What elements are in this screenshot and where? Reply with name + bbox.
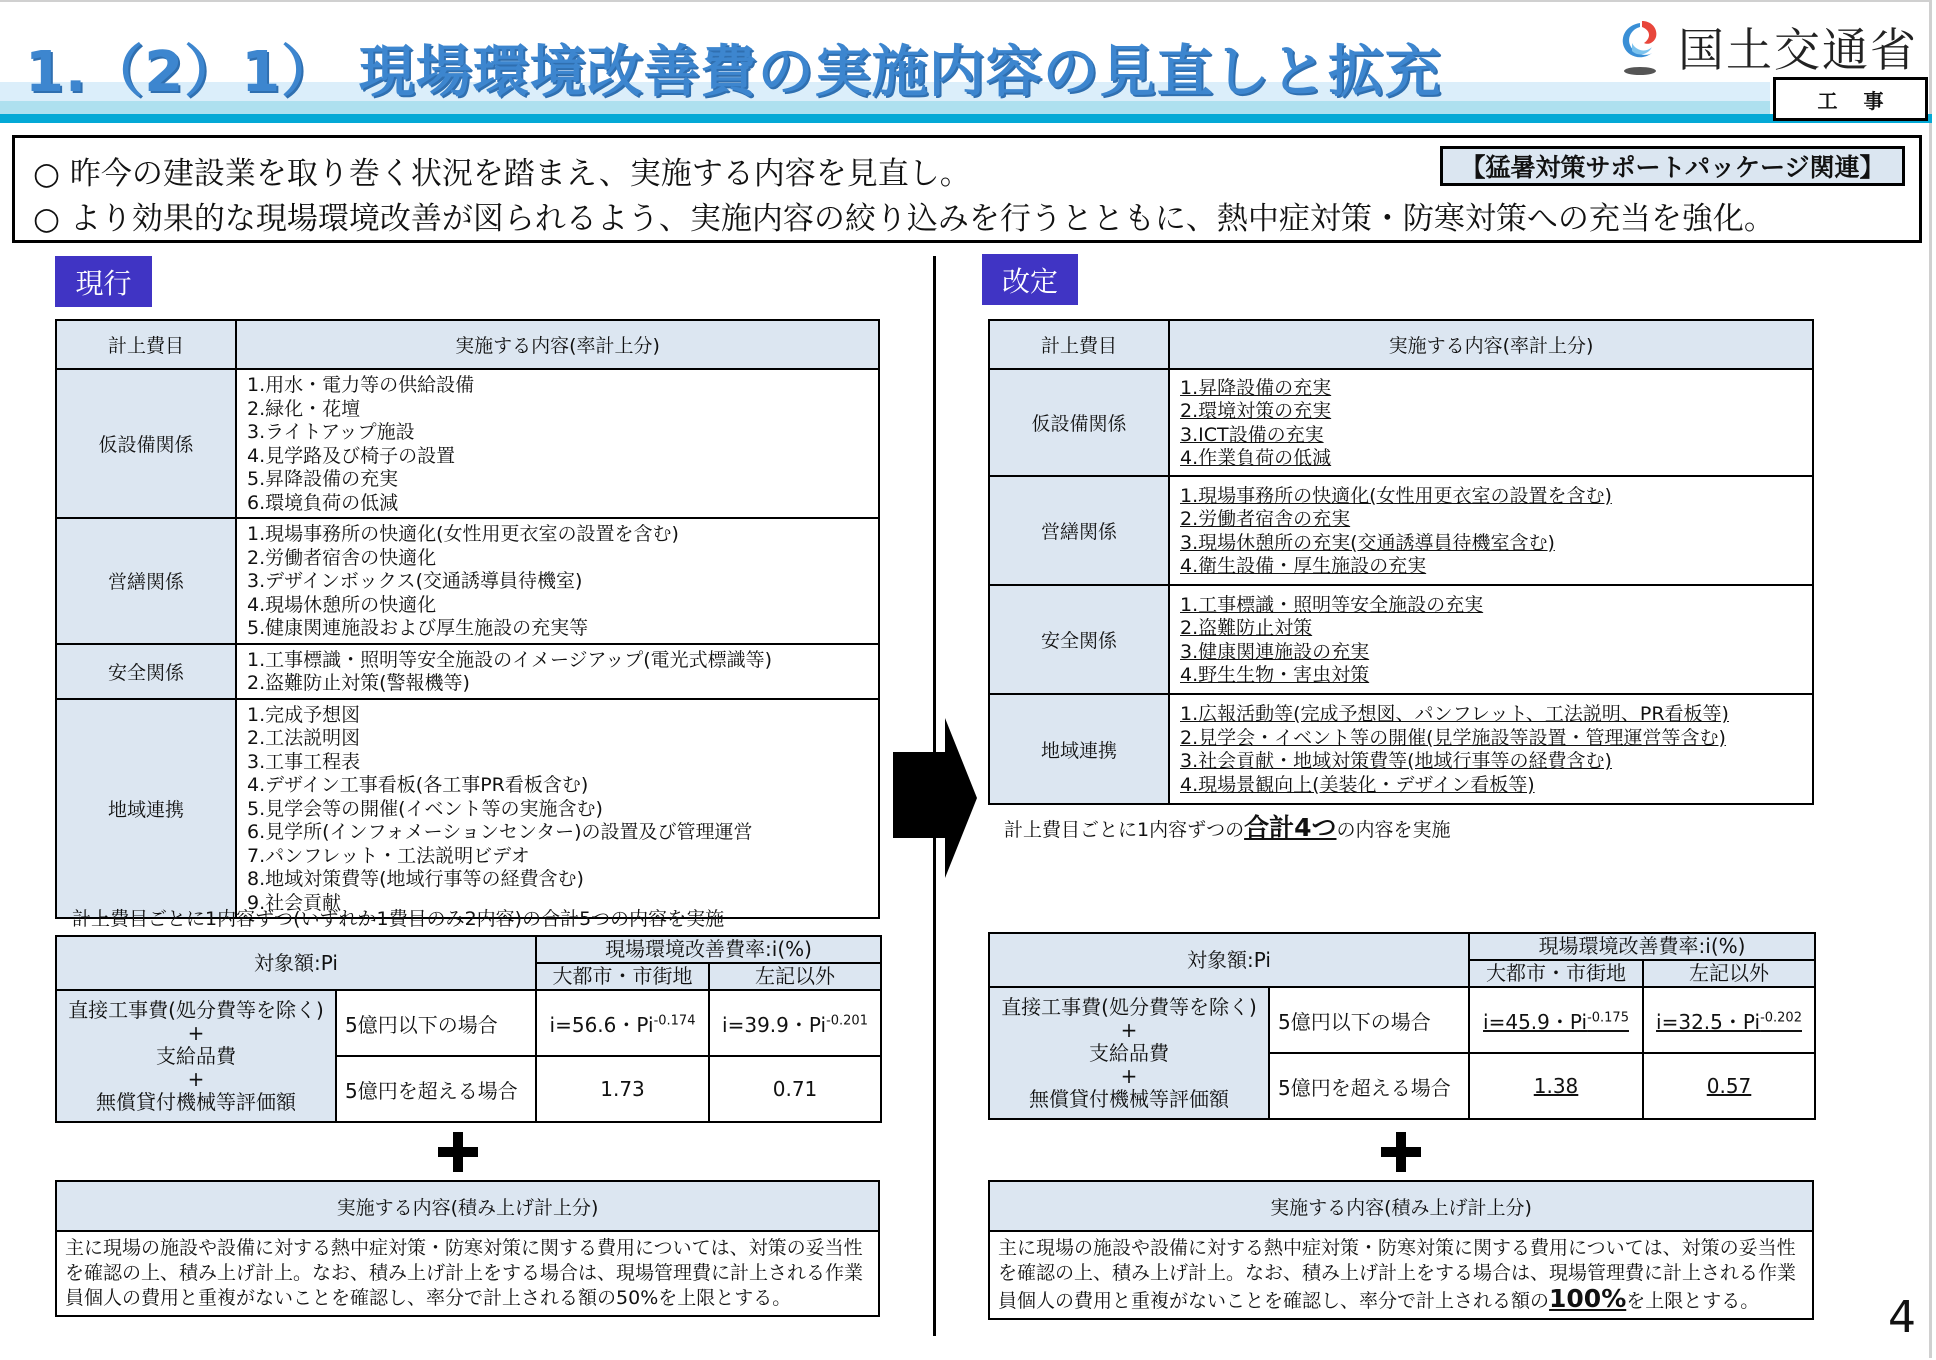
list-item: 5.健康関連施設および厚生施設の充実等: [247, 617, 589, 639]
note-emphasis: 合計4つ: [1244, 813, 1337, 842]
base-line: 支給品費: [1089, 1040, 1169, 1065]
col-urban: 大都市・市街地: [1469, 960, 1643, 987]
list-item: 5.見学会等の開催(イベント等の実施含む): [247, 797, 603, 820]
list-item: 4.現場景観向上(美装化・デザイン看板等): [1180, 773, 1535, 796]
target-label: 対象額:Pi: [56, 936, 536, 990]
base-line: +: [1120, 1017, 1138, 1042]
base-amount-label: [56, 990, 336, 1122]
page-title: 1.（2）1） 現場環境改善費の実施内容の見直しと拡充: [25, 40, 1442, 105]
stacked-body-row: [989, 1231, 1813, 1319]
revised-note: [1004, 808, 1451, 844]
list-item: 4.デザイン工事看板(各工事PR看板含む): [247, 774, 589, 796]
stacked-body-row: [56, 1231, 879, 1316]
intro-line-1: ○ 昨今の建設業を取り巻く状況を踏まえ、実施する内容を見直し。: [33, 156, 971, 192]
base-line: +: [1120, 1063, 1138, 1088]
list-item: 3.ICT設備の充実: [1180, 423, 1324, 446]
row-category: 安全関係: [989, 585, 1169, 694]
package-tag: 【猛暑対策サポートパッケージ関連】: [1440, 146, 1905, 186]
list-item: 4.現場休憩所の快適化: [247, 593, 437, 616]
current-rate-table: [55, 935, 882, 1123]
row-items: [1169, 476, 1813, 585]
list-item: 1.広報活動等(完成予想図、パンフレット、工法説明、PR看板等): [1180, 703, 1729, 725]
col-other: 左記以外: [709, 963, 881, 990]
list-item: 1.用水・電力等の供給設備: [247, 374, 475, 396]
revised-stacked-table: [988, 1180, 1814, 1320]
current-content-table: [55, 319, 880, 919]
stacked-header-row: [989, 1181, 1813, 1231]
current-stacked-table: [55, 1180, 880, 1317]
row-items: [1169, 369, 1813, 476]
list-item: 1.工事標識・照明等安全施設の充実: [1180, 593, 1484, 616]
other-formula: i=32.5・$Pi^{-0.202}$: [1643, 987, 1815, 1053]
table-row: [56, 369, 879, 518]
table-row: [989, 369, 1813, 476]
header-content: 実施する内容(率計上分): [236, 320, 879, 369]
rate-label: 現場環境改善費率:i(%): [1469, 933, 1815, 960]
target-label: 対象額:Pi: [989, 933, 1469, 987]
rate-row: [989, 987, 1815, 1053]
table-header-row: [989, 320, 1813, 369]
row-category: 営繕関係: [56, 518, 236, 644]
list-item: 4.見学路及び椅子の設置: [247, 444, 456, 467]
list-item: 3.工事工程表: [247, 750, 361, 773]
rate-row: [56, 990, 881, 1056]
row-category: 仮設備関係: [56, 369, 236, 518]
intro-line-2: ○ より効果的な現場環境改善が図られるよう、実施内容の絞り込みを行うとともに、熱中症対策・防寒対策への充当を強化。: [33, 201, 1775, 237]
revised-content-table: [988, 319, 1814, 805]
row-items: [236, 369, 879, 518]
list-item: 2.労働者宿舎の快適化: [247, 546, 437, 569]
right-arrow-icon: [893, 718, 977, 878]
stacked-header-row: [56, 1181, 879, 1231]
table-row: [989, 694, 1813, 804]
mlit-logo: [1612, 14, 1922, 80]
list-item: 9.社会貢献: [247, 891, 342, 914]
stacked-header: 実施する内容(積み上げ計上分): [56, 1181, 879, 1231]
list-item: 2.見学会・イベント等の開催(見学施設等設置・管理運営等含む): [1180, 726, 1726, 749]
list-item: 5.昇降設備の充実: [247, 468, 399, 490]
other-rate: 0.57: [1643, 1053, 1815, 1119]
other-rate: 0.71: [709, 1056, 881, 1122]
list-item: 2.緑化・花壇: [247, 397, 361, 420]
plus-icon: [438, 1132, 478, 1172]
condition-cell: 5億円以下の場合: [1269, 987, 1469, 1053]
list-item: 4.野生生物・害虫対策: [1180, 664, 1370, 686]
urban-rate: 1.73: [536, 1056, 709, 1122]
header-category: 計上費目: [989, 320, 1169, 369]
list-item: 3.ライトアップ施設: [247, 421, 415, 443]
list-item: 1.工事標識・照明等安全施設のイメージアップ(電光式標識等): [247, 648, 773, 671]
rate-header-row: [989, 933, 1815, 960]
urban-rate: 1.38: [1469, 1053, 1643, 1119]
list-item: 2.環境対策の充実: [1180, 400, 1332, 422]
base-line: 直接工事費(処分費等を除く): [1001, 994, 1257, 1019]
base-line: 無償貸付機械等評価額: [1029, 1086, 1229, 1111]
list-item: 3.社会貢献・地域対策費等(地域行事等の経費含む): [1180, 750, 1612, 772]
base-line: +: [187, 1066, 205, 1091]
base-line: 直接工事費(処分費等を除く): [68, 997, 324, 1022]
other-formula: i=39.9・$Pi^{-0.201}$: [709, 990, 881, 1056]
row-items: [1169, 585, 1813, 694]
row-category: 仮設備関係: [989, 369, 1169, 476]
col-urban: 大都市・市街地: [536, 963, 709, 990]
header-content: 実施する内容(率計上分): [1169, 320, 1813, 369]
note-text: の内容を実施: [1336, 819, 1451, 841]
row-items: [236, 518, 879, 644]
row-items: [1169, 694, 1813, 804]
header-category: 計上費目: [56, 320, 236, 369]
row-category: 地域連携: [989, 694, 1169, 804]
list-item: 6.環境負荷の低減: [247, 491, 399, 514]
table-row: [56, 644, 879, 699]
row-category: 営繕関係: [989, 476, 1169, 585]
table-row: [56, 518, 879, 644]
table-row: [56, 699, 879, 919]
table-row: [989, 476, 1813, 585]
list-item: 2.盗難防止対策: [1180, 617, 1313, 639]
condition-cell: 5億円以下の場合: [336, 990, 536, 1056]
list-item: 3.現場休憩所の充実(交通誘導員待機室含む): [1180, 531, 1555, 554]
list-item: 4.作業負荷の低減: [1180, 447, 1332, 469]
condition-cell: 5億円を超える場合: [336, 1056, 536, 1122]
base-line: +: [187, 1020, 205, 1045]
base-amount-label: [989, 987, 1269, 1119]
list-item: 6.見学所(インフォメーションセンター)の設置及び管理運営: [247, 821, 753, 843]
row-category: 安全関係: [56, 644, 236, 699]
list-item: 1.完成予想図: [247, 703, 361, 726]
list-item: 1.現場事務所の快適化(女性用更衣室の設置を含む): [1180, 484, 1612, 507]
rate-label: 現場環境改善費率:i(%): [536, 936, 881, 963]
row-category: 地域連携: [56, 699, 236, 919]
condition-cell: 5億円を超える場合: [1269, 1053, 1469, 1119]
revised-rate-table: [988, 932, 1816, 1120]
mlit-emblem-icon: [1612, 17, 1668, 77]
list-item: 1.現場事務所の快適化(女性用更衣室の設置を含む): [247, 523, 679, 545]
org-name: 国土交通省: [1678, 23, 1918, 77]
list-item: 2.工法説明図: [247, 727, 361, 749]
list-item: 3.健康関連施設の充実: [1180, 640, 1370, 663]
col-other: 左記以外: [1643, 960, 1815, 987]
list-item: 2.盗難防止対策(警報機等): [247, 672, 470, 694]
list-item: 1.昇降設備の充実: [1180, 376, 1332, 399]
list-item: 3.デザインボックス(交通誘導員待機室): [247, 570, 583, 592]
stacked-header: 実施する内容(積み上げ計上分): [989, 1181, 1813, 1231]
base-line: 無償貸付機械等評価額: [96, 1089, 296, 1114]
header-band-teal: [0, 114, 1932, 123]
row-items: [236, 699, 879, 919]
stacked-body: 主に現場の施設や設備に対する熱中症対策・防寒対策に関する費用については、対策の妥当性を確認の上、積み上げ計上。なお、積み上げ計上をする場合は、現場管理費に計上される作業員個人の費用と重複がないことを確認し、率分で計上される額の50%を上限とする。: [56, 1231, 879, 1316]
rate-header-row: [56, 936, 881, 963]
list-item: 4.衛生設備・厚生施設の充実: [1180, 555, 1427, 577]
urban-formula: i=45.9・$Pi^{-0.175}$: [1469, 987, 1643, 1053]
table-header-row: [56, 320, 879, 369]
current-note: 計上費目ごとに1内容ずつ(いずれか1費目のみ2内容)の合計5つの内容を実施: [72, 908, 725, 930]
table-row: [989, 585, 1813, 694]
page-number: 4: [1888, 1292, 1916, 1343]
urban-formula: i=56.6・$Pi^{-0.174}$: [536, 990, 709, 1056]
base-line: 支給品費: [156, 1043, 236, 1068]
category-label: 工事: [1773, 77, 1928, 121]
current-badge: 現行: [55, 256, 152, 307]
note-text: 計上費目ごとに1内容ずつの: [1004, 819, 1245, 841]
list-item: 2.労働者宿舎の充実: [1180, 508, 1351, 530]
list-item: 7.パンフレット・工法説明ビデオ: [247, 844, 530, 867]
row-items: [236, 644, 879, 699]
plus-icon: [1381, 1132, 1421, 1172]
revised-badge: 改定: [982, 254, 1078, 305]
stacked-body: 主に現場の施設や設備に対する熱中症対策・防寒対策に関する費用については、対策の妥当性を確認の上、積み上げ計上。なお、積み上げ計上をする場合は、現場管理費に計上される作業員個人の費用と重複がないことを確認し、率分で計上される額の100%を上限とする。: [989, 1231, 1813, 1319]
list-item: 8.地域対策費等(地域行事等の経費含む): [247, 868, 584, 890]
